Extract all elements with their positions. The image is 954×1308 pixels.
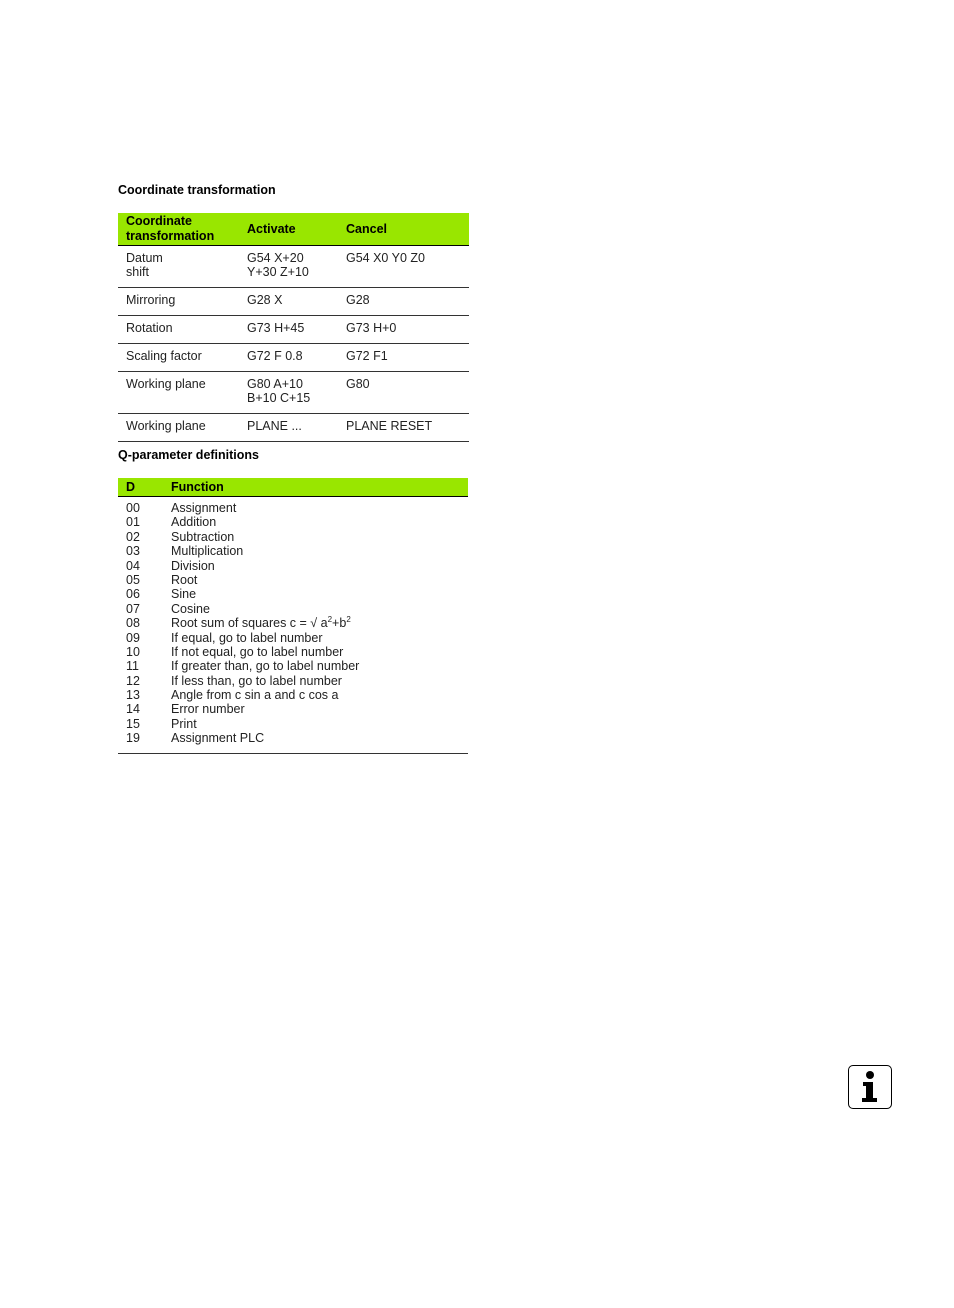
q-code: 06	[126, 587, 140, 602]
q-code: 19	[126, 731, 140, 746]
header-coordinate-transformation: Coordinate transformation	[118, 213, 239, 246]
row-cancel: G28	[338, 288, 469, 316]
row-name: Scaling factor	[118, 344, 239, 372]
list-item	[118, 702, 468, 716]
row-name: Rotation	[118, 316, 239, 344]
row-name: Mirroring	[118, 288, 239, 316]
table-row	[118, 316, 469, 344]
list-item	[118, 645, 468, 659]
q-code: 00	[126, 501, 140, 515]
q-function: If not equal, go to label number	[171, 644, 344, 659]
row-activate: G28 X	[239, 288, 338, 316]
q-function: Assignment PLC	[171, 731, 265, 746]
q-function: Addition	[171, 515, 217, 530]
q-code: 11	[126, 659, 139, 674]
table-row	[118, 246, 469, 288]
table-row	[118, 344, 469, 372]
row-activate: G73 H+45	[239, 316, 338, 344]
info-icon	[848, 1065, 892, 1109]
q-function: Error number	[171, 702, 245, 717]
q-code: 01	[126, 515, 140, 530]
q-function: Division	[171, 558, 215, 573]
superscript: 2	[327, 615, 333, 625]
row-activate: G80 A+10 B+10 C+15	[239, 372, 338, 414]
row-cancel: PLANE RESET	[338, 414, 469, 442]
q-parameter-heading: Q-parameter definitions	[118, 448, 259, 462]
list-item	[118, 501, 468, 515]
list-item	[118, 731, 468, 745]
q-code: 10	[126, 644, 140, 659]
q-function: Root	[171, 572, 198, 587]
q-function-formula	[171, 616, 351, 630]
q-function-text: Root sum of squares c = √ a	[171, 616, 328, 631]
q-function: Sine	[171, 587, 197, 602]
q-code: 07	[126, 601, 140, 616]
list-item	[118, 544, 468, 558]
list-item	[118, 602, 468, 616]
list-item	[118, 688, 468, 702]
list-item	[118, 659, 468, 673]
row-cancel: G72 F1	[338, 344, 469, 372]
table-header-row	[118, 213, 469, 246]
header-cancel: Cancel	[338, 213, 469, 246]
row-activate: G72 F 0.8	[239, 344, 338, 372]
q-code: 03	[126, 544, 140, 559]
list-item	[118, 587, 468, 601]
list-item	[118, 674, 468, 688]
q-code: 13	[126, 688, 140, 703]
row-name: Working plane	[118, 414, 239, 442]
list-item	[118, 631, 468, 645]
list-item	[118, 559, 468, 573]
q-code: 02	[126, 529, 140, 544]
q-code: 08	[126, 616, 140, 631]
list-item	[118, 717, 468, 731]
formula-mid: +b	[332, 616, 347, 631]
row-cancel: G54 X0 Y0 Z0	[338, 246, 469, 288]
coordinate-transformation-table	[118, 213, 469, 442]
row-activate: PLANE ...	[239, 414, 338, 442]
list-item	[118, 515, 468, 529]
header-function: Function	[171, 480, 224, 494]
table-row	[118, 372, 469, 414]
row-name: Working plane	[118, 372, 239, 414]
header-activate: Activate	[239, 213, 338, 246]
row-name: Datum shift	[118, 246, 239, 288]
q-code: 12	[126, 673, 140, 688]
q-function: Angle from c sin a and c cos a	[171, 688, 339, 703]
info-glyph	[849, 1066, 890, 1107]
q-code: 14	[126, 702, 140, 717]
q-function: Print	[171, 716, 197, 731]
table-row	[118, 288, 469, 316]
q-parameter-table-header	[118, 478, 468, 497]
row-cancel: G80	[338, 372, 469, 414]
row-cancel: G73 H+0	[338, 316, 469, 344]
q-code: 04	[126, 558, 140, 573]
table-row	[118, 414, 469, 442]
list-item	[118, 616, 468, 630]
q-parameter-list	[118, 501, 468, 754]
q-function: If less than, go to label number	[171, 673, 342, 688]
q-function: Subtraction	[171, 529, 235, 544]
superscript: 2	[346, 615, 351, 625]
q-code: 05	[126, 572, 140, 587]
list-item	[118, 530, 468, 544]
q-code: 09	[126, 630, 140, 645]
q-function: If greater than, go to label number	[171, 659, 360, 674]
header-d: D	[126, 480, 136, 494]
q-function: Multiplication	[171, 544, 244, 559]
q-code: 15	[126, 716, 140, 731]
list-item	[118, 573, 468, 587]
q-function: If equal, go to label number	[171, 630, 323, 645]
row-activate: G54 X+20 Y+30 Z+10	[239, 246, 338, 288]
coordinate-transformation-heading: Coordinate transformation	[118, 183, 276, 197]
q-function: Assignment	[171, 501, 237, 515]
q-function: Cosine	[171, 601, 210, 616]
